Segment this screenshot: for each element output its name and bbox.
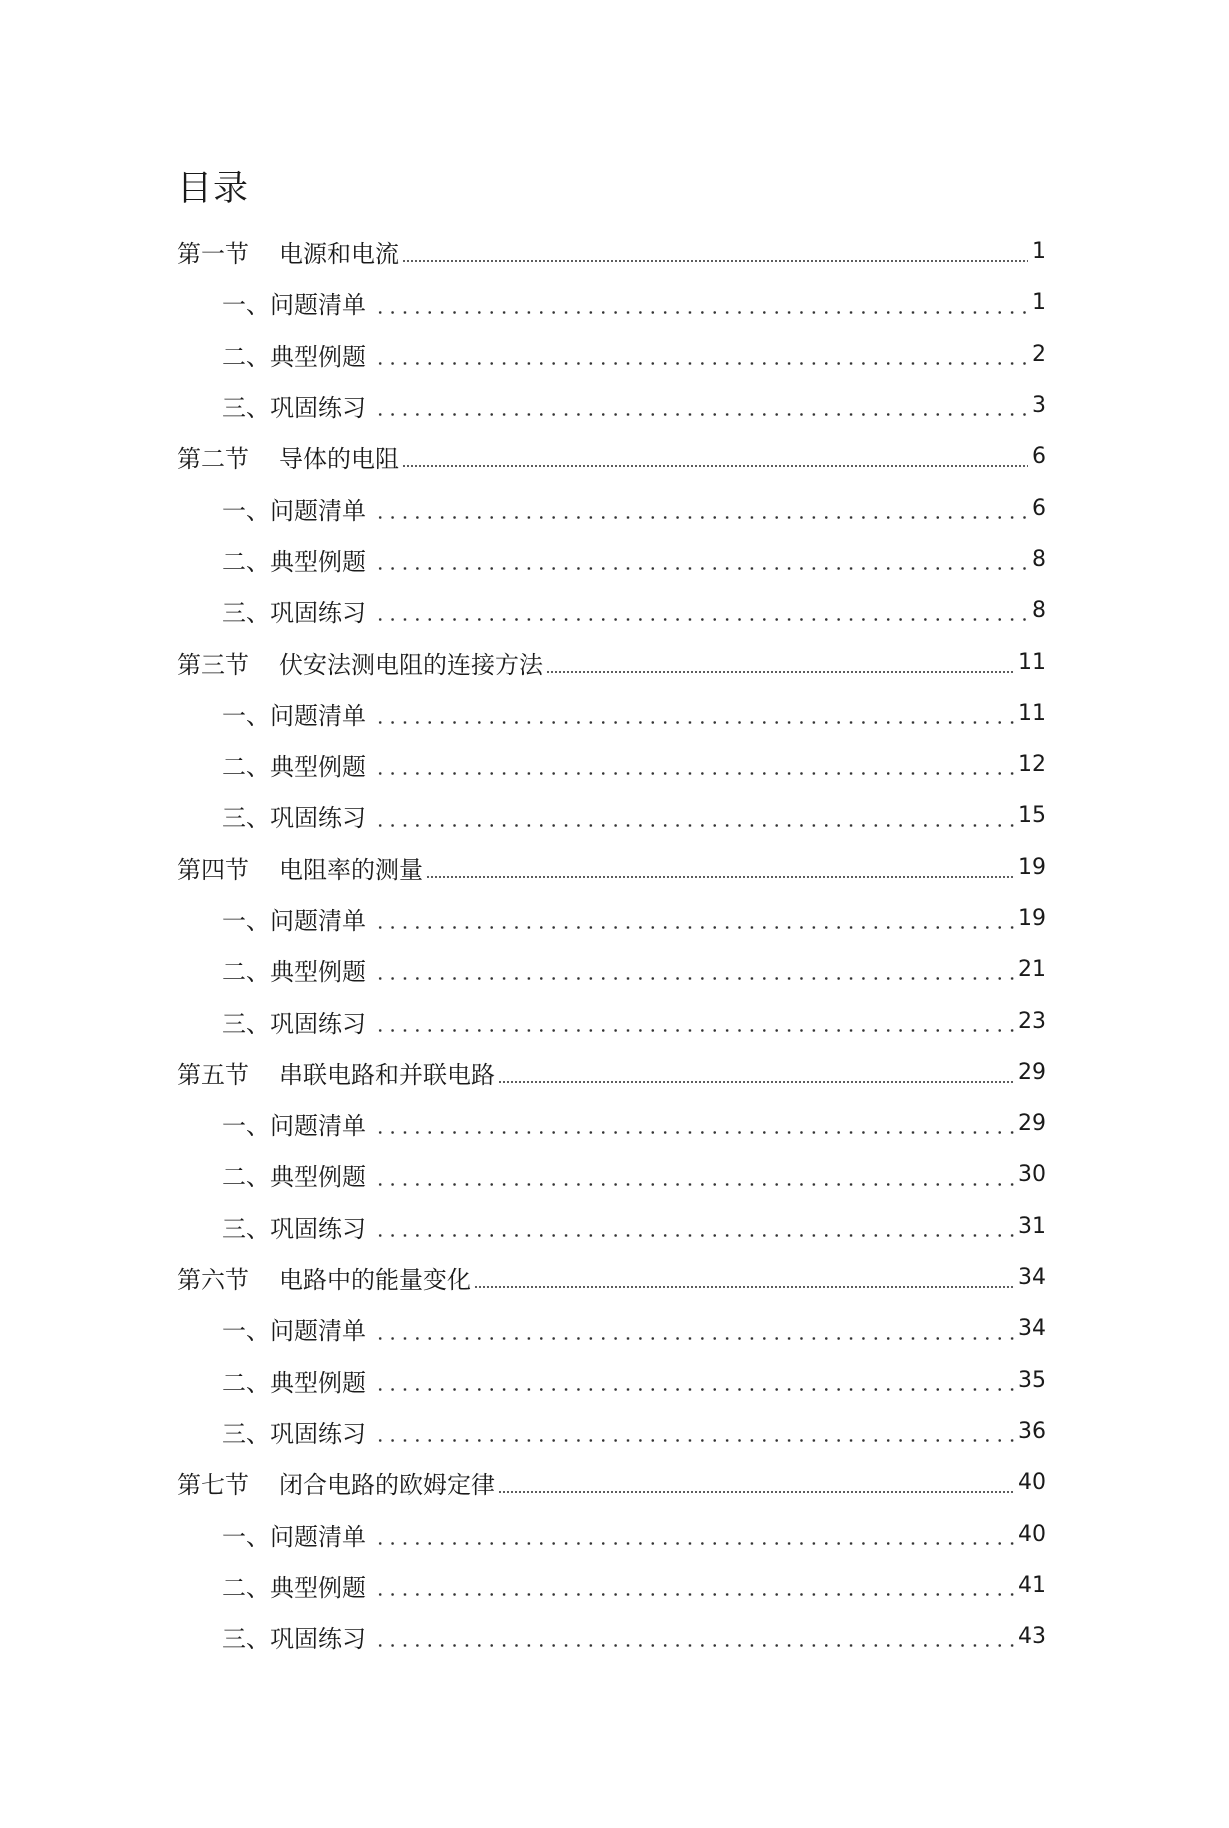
toc-subsection-entry[interactable] [0, 893, 1229, 944]
toc-subsection-entry[interactable] [0, 585, 1229, 636]
dot-leader [374, 1131, 1014, 1134]
toc-subsection-entry[interactable] [0, 1560, 1229, 1611]
section-title: 串联电路和并联电路 [279, 1060, 495, 1089]
toc-subsection-entry[interactable] [0, 739, 1229, 790]
dot-leader [374, 618, 1028, 621]
subsection-page-number: 36 [1018, 1418, 1046, 1444]
subsection-page-number: 23 [1018, 1008, 1046, 1034]
toc-heading: 目录 [177, 169, 250, 209]
dot-leader [374, 516, 1028, 519]
toc-subsection-entry[interactable] [0, 482, 1229, 533]
section-number: 第七节 [177, 1471, 249, 1500]
section-page-number: 40 [1018, 1470, 1046, 1496]
subsection-page-number: 34 [1018, 1316, 1046, 1342]
subsection-title: 一、问题清单 [222, 496, 366, 525]
subsection-page-number: 30 [1018, 1162, 1046, 1188]
subsection-title: 三、巩固练习 [222, 599, 366, 628]
toc-subsection-entry[interactable] [0, 534, 1229, 585]
dot-leader [374, 1644, 1014, 1647]
subsection-page-number: 11 [1018, 700, 1046, 726]
subsection-page-number: 12 [1018, 752, 1046, 778]
dot-leader [374, 1593, 1014, 1596]
subsection-title: 一、问题清单 [222, 907, 366, 935]
toc-subsection-entry[interactable] [0, 1303, 1229, 1354]
toc-subsection-entry[interactable] [0, 1149, 1229, 1200]
subsection-title: 二、典型例题 [222, 1163, 366, 1192]
subsection-page-number: 41 [1018, 1572, 1046, 1598]
subsection-page-number: 19 [1018, 906, 1046, 931]
subsection-page-number: 6 [1032, 495, 1046, 521]
section-title: 电阻率的测量 [279, 855, 423, 884]
toc-subsection-entry[interactable] [0, 944, 1229, 995]
toc-subsection-entry[interactable] [0, 1611, 1229, 1662]
subsection-page-number: 21 [1018, 957, 1046, 983]
toc-section-entry[interactable] [0, 1457, 1229, 1508]
subsection-page-number: 35 [1018, 1367, 1046, 1393]
section-page-number: 29 [1018, 1059, 1046, 1085]
subsection-page-number: 15 [1018, 803, 1046, 829]
subsection-title: 一、问题清单 [222, 1317, 366, 1346]
section-number: 第四节 [177, 855, 249, 884]
dot-leader [374, 567, 1028, 570]
subsection-title: 二、典型例题 [222, 547, 366, 576]
section-number: 第三节 [177, 650, 249, 679]
dot-leader [402, 465, 1028, 467]
dot-leader [474, 1286, 1014, 1288]
section-title: 闭合电路的欧姆定律 [279, 1471, 495, 1500]
section-title: 电源和电流 [279, 240, 399, 269]
section-number: 第五节 [177, 1060, 249, 1089]
section-page-number: 6 [1032, 444, 1046, 470]
dot-leader [374, 1029, 1014, 1032]
dot-leader [374, 926, 1014, 929]
toc-subsection-entry[interactable] [0, 995, 1229, 1046]
subsection-title: 一、问题清单 [222, 291, 366, 320]
toc-subsection-entry[interactable] [0, 380, 1229, 431]
subsection-title: 二、典型例题 [222, 1573, 366, 1602]
section-title: 导体的电阻 [279, 445, 399, 474]
dot-leader [546, 671, 1014, 673]
toc-section-entry[interactable] [0, 1252, 1229, 1303]
toc-subsection-entry[interactable] [0, 277, 1229, 328]
toc-section-entry[interactable] [0, 431, 1229, 482]
subsection-title: 二、典型例题 [222, 1368, 366, 1397]
toc-section-entry[interactable] [0, 842, 1229, 893]
subsection-page-number: 29 [1018, 1111, 1046, 1137]
subsection-title: 三、巩固练习 [222, 394, 366, 423]
toc-subsection-entry[interactable] [0, 1508, 1229, 1559]
toc-subsection-entry[interactable] [0, 790, 1229, 841]
subsection-title: 三、巩固练习 [222, 804, 366, 833]
toc-subsection-entry[interactable] [0, 329, 1229, 380]
dot-leader [374, 772, 1014, 775]
dot-leader [374, 1337, 1014, 1340]
dot-leader [374, 1542, 1014, 1545]
subsection-page-number: 2 [1032, 341, 1046, 367]
toc-subsection-entry[interactable] [0, 688, 1229, 739]
dot-leader [402, 260, 1028, 262]
dot-leader [374, 1234, 1014, 1237]
section-page-number: 19 [1018, 854, 1046, 880]
subsection-title: 一、问题清单 [222, 1112, 366, 1141]
toc-subsection-entry[interactable] [0, 1098, 1229, 1149]
dot-leader [374, 824, 1014, 827]
dot-leader [374, 721, 1014, 724]
section-number: 第一节 [177, 240, 249, 269]
subsection-title: 三、巩固练习 [222, 1214, 366, 1243]
toc-list [0, 226, 1229, 1662]
toc-section-entry[interactable] [0, 1047, 1229, 1098]
subsection-title: 二、典型例题 [222, 342, 366, 371]
section-number: 第二节 [177, 445, 249, 474]
subsection-title: 一、问题清单 [222, 701, 366, 730]
toc-section-entry[interactable] [0, 636, 1229, 687]
section-page-number: 11 [1018, 649, 1046, 675]
subsection-title: 三、巩固练习 [222, 1009, 366, 1038]
dot-leader [498, 1081, 1014, 1083]
dot-leader [426, 876, 1014, 878]
subsection-page-number: 1 [1032, 290, 1046, 316]
subsection-page-number: 8 [1032, 598, 1046, 624]
subsection-page-number: 3 [1032, 393, 1046, 419]
dot-leader [374, 311, 1028, 314]
subsection-page-number: 40 [1018, 1521, 1046, 1547]
dot-leader [498, 1491, 1014, 1493]
subsection-title: 三、巩固练习 [222, 1625, 366, 1654]
subsection-page-number: 8 [1032, 546, 1046, 572]
subsection-title: 二、典型例题 [222, 958, 366, 987]
section-page-number: 34 [1018, 1265, 1046, 1291]
dot-leader [374, 362, 1028, 365]
dot-leader [374, 1388, 1014, 1391]
section-title: 电路中的能量变化 [279, 1266, 471, 1295]
dot-leader [374, 413, 1028, 416]
dot-leader [374, 1183, 1014, 1186]
dot-leader [374, 1439, 1014, 1442]
dot-leader [374, 977, 1014, 980]
subsection-title: 一、问题清单 [222, 1522, 366, 1551]
section-title: 伏安法测电阻的连接方法 [279, 650, 543, 679]
toc-subsection-entry[interactable] [0, 1355, 1229, 1406]
section-number: 第六节 [177, 1266, 249, 1295]
subsection-title: 三、巩固练习 [222, 1419, 366, 1448]
toc-subsection-entry[interactable] [0, 1201, 1229, 1252]
toc-subsection-entry[interactable] [0, 1406, 1229, 1457]
subsection-page-number: 43 [1018, 1624, 1046, 1650]
subsection-page-number: 31 [1018, 1213, 1046, 1239]
section-page-number: 1 [1032, 239, 1046, 265]
toc-section-entry[interactable] [0, 226, 1229, 277]
subsection-title: 二、典型例题 [222, 753, 366, 782]
